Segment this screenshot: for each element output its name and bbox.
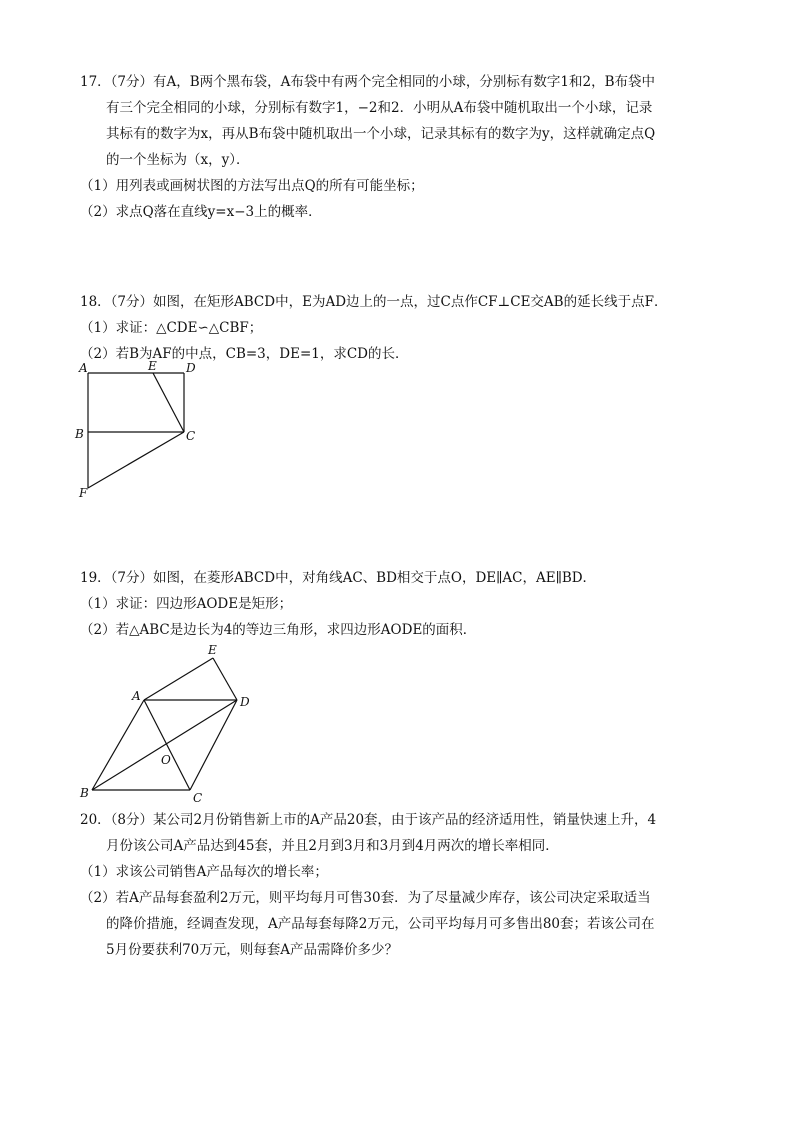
q19-label-d: D xyxy=(240,695,250,709)
q19-seg-bd xyxy=(92,700,237,790)
q17-line-3: 其标有的数字为x，再从B布袋中随机取出一个小球，记录其标有的数字为y，这样就确定点Q xyxy=(106,126,656,142)
q19-figure xyxy=(70,640,270,810)
q19-part-1: （1）求证：四边形AODE是矩形； xyxy=(80,596,293,612)
q19-label-o: O xyxy=(161,753,171,767)
q19-label-c: C xyxy=(193,791,203,805)
q18-label-c: C xyxy=(186,429,196,443)
q19-part-2: （2）若△ABC是边长为4的等边三角形，求四边形AODE的面积． xyxy=(80,622,477,638)
q18-figure xyxy=(70,360,210,500)
q17-part-2: （2）求点Q落在直线y=x−3上的概率． xyxy=(80,204,322,220)
q19-seg-ab xyxy=(92,700,144,790)
q19-line-1: 19．（7分）如图，在菱形ABCD中，对角线AC、BD相交于点O，DE∥AC，AE∥BD． xyxy=(80,570,597,586)
q19-seg-ae xyxy=(144,658,213,700)
q18-label-e: E xyxy=(148,359,157,373)
q20-line-2: 月份该公司A产品达到45套，并且2月到3月和3月到4月两次的增长率相同． xyxy=(106,838,559,854)
q20-part-1: （1）求该公司销售A产品每次的增长率； xyxy=(80,864,328,880)
q20-part-2-line-3: 5月份要获利70万元，则每套A产品需降价多少？ xyxy=(106,942,399,958)
q19-seg-dc xyxy=(190,700,237,790)
q18-label-b: B xyxy=(75,427,84,441)
q18-part-1: （1）求证：△CDE∽△CBF； xyxy=(80,320,263,336)
q17-line-2: 有三个完全相同的小球，分别标有数字1，−2和2．小明从A布袋中随机取出一个小球，记录 xyxy=(106,100,653,116)
q18-label-a: A xyxy=(79,361,88,375)
q18-label-d: D xyxy=(186,361,196,375)
q17-line-1: 17．（7分）有A，B两个黑布袋，A布袋中有两个完全相同的小球，分别标有数字1和2，B布袋中 xyxy=(80,74,656,90)
q19-seg-ed xyxy=(213,658,237,700)
q19-label-b: B xyxy=(80,786,89,800)
q20-line-1: 20．（8分）某公司2月份销售新上市的A产品20套，由于该产品的经济适用性，销量快速上升，4 xyxy=(80,812,657,828)
q17-line-4: 的一个坐标为（x，y）． xyxy=(106,152,250,168)
q20-part-2: （2）若A产品每套盈利2万元，则平均每月可售30套．为了尽量减少库存，该公司决定采取适当 xyxy=(80,890,651,906)
q19-label-e: E xyxy=(208,643,217,657)
q18-seg-ec xyxy=(153,373,184,432)
q17-part-1: （1）用列表或画树状图的方法写出点Q的所有可能坐标； xyxy=(80,178,424,194)
q20-part-2-line-2: 的降价措施，经调查发现，A产品每套每降2万元，公司平均每月可多售出80套；若该公司在 xyxy=(106,916,655,932)
q19-seg-ac xyxy=(144,700,190,790)
q19-label-a: A xyxy=(132,689,141,703)
q18-label-f: F xyxy=(79,486,88,500)
q18-line-1: 18．（7分）如图，在矩形ABCD中，E为AD边上的一点，过C点作CF⊥CE交AB的延长线于点F． xyxy=(80,294,668,310)
q18-seg-fc xyxy=(88,432,184,488)
q18-part-2: （2）若B为AF的中点，CB=3，DE=1，求CD的长． xyxy=(80,346,409,362)
